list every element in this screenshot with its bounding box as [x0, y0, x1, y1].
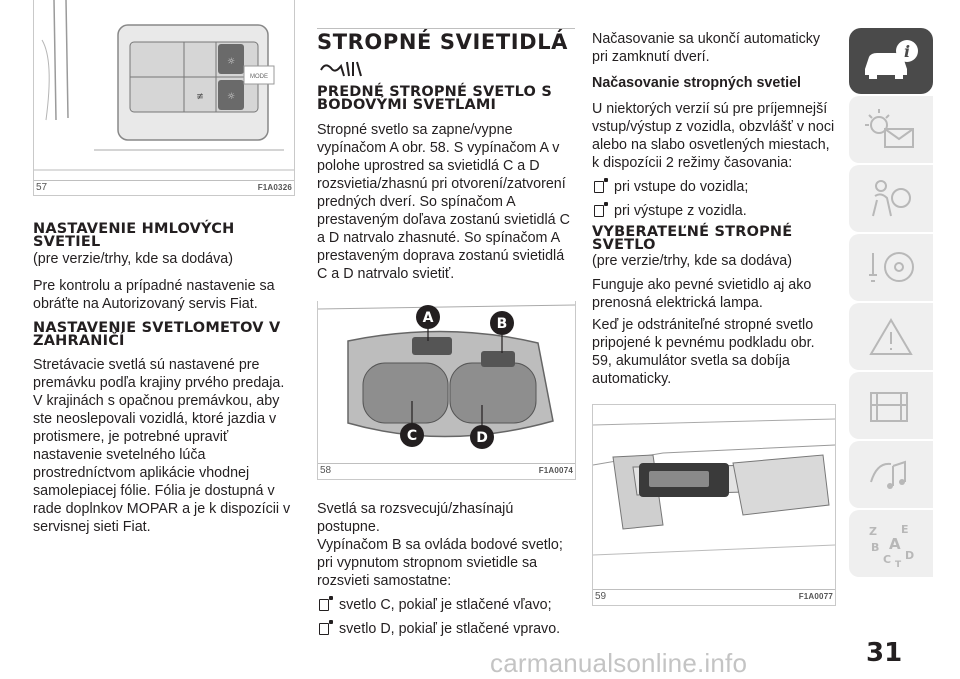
- figure-number: 59: [595, 591, 607, 602]
- tab-alphabet-index[interactable]: [849, 510, 933, 577]
- ceiling-light-illustration: [318, 301, 575, 463]
- list-item: pri vstupe do vozidla;: [592, 178, 836, 196]
- section-body: Pre kontrolu a prípadné nastavenie sa obráťte na Autorizovaný servis Fiat.: [33, 278, 275, 312]
- paragraph: Vypínačom B sa ovláda bodové svetlo; pri vypnutom stropnom svietidle sa rozsvieti samostatne:: [317, 537, 563, 589]
- bullet-list: [317, 596, 575, 638]
- warning-triangle-icon: [861, 314, 921, 360]
- checkbox-bullet-icon: [319, 599, 329, 611]
- paragraph: Funguje ako pevné svietidlo aj ako prenosná elektrická lampa.: [592, 277, 812, 311]
- svg-text:☼: ☼: [226, 92, 236, 102]
- svg-text:A: A: [422, 310, 434, 326]
- mode-label: MODE: [250, 74, 268, 80]
- svg-text:C: C: [883, 552, 892, 566]
- alphabet-index-icon: [861, 519, 921, 569]
- svg-text:i: i: [903, 42, 911, 61]
- ceiling-light-icon: [317, 58, 575, 80]
- figure-caption: [318, 463, 575, 479]
- figure-caption: [34, 180, 294, 196]
- section-body: Stretávacie svetlá sú nastavené pre premávku podľa krajiny prvého predaja. V krajinách s opačnou premávkou, aby ste neoslepovali vozidlá, ktoré jazdia v protismere, je potrebné upraviť nastavenie svetelného lúča prostredníctvom aplikácie vhodnej samolepiacej fólie. Fólia je dostupná v rade doplnkov MOPAR a je k dispozícii v servisnej sieti Fiat.: [33, 357, 291, 535]
- paragraph: Načasovanie sa ukončí automaticky pri zamknutí dverí.: [592, 31, 821, 65]
- checkbox-bullet-icon: [594, 205, 604, 217]
- column-right: [592, 0, 836, 606]
- svg-text:A: A: [889, 534, 901, 553]
- section-front-ceiling-light: [317, 86, 575, 283]
- page-number: 31: [866, 638, 903, 668]
- maintenance-icon: [861, 383, 921, 429]
- chapter-title: STROPNÉ SVIETIDLÁ: [317, 30, 569, 54]
- paragraph: U niektorých verzií sú pre príjemnejší vstup/výstup z vozidla, obzvlášť v noci alebo na slabo osvetlených miestach, k dispozícii 2 režimy časovania:: [592, 101, 835, 171]
- list-item: pri výstupe z vozidla.: [592, 202, 836, 220]
- list-item: svetlo C, pokiaľ je stlačené vľavo;: [317, 596, 575, 614]
- car-info-icon: [861, 39, 921, 83]
- section-title: NASTAVENIE HMLOVÝCH SVETIEL: [33, 221, 235, 250]
- svg-text:☼: ☼: [226, 57, 236, 67]
- tab-warning-lights[interactable]: [849, 96, 933, 163]
- section-headlights-abroad: [33, 322, 295, 536]
- figure-59: [592, 404, 836, 606]
- figure-code: F1A0077: [798, 592, 833, 601]
- svg-text:B: B: [871, 540, 880, 554]
- checkbox-bullet-icon: [319, 623, 329, 635]
- svg-text:Z: Z: [869, 524, 877, 538]
- svg-text:B: B: [496, 316, 508, 332]
- tab-media[interactable]: [849, 441, 933, 508]
- svg-text:D: D: [905, 548, 915, 562]
- figure-58: [317, 301, 576, 480]
- column-left: [33, 0, 295, 536]
- subsection-title: Načasovanie stropných svetiel: [592, 75, 801, 91]
- figure-code: F1A0326: [257, 183, 292, 192]
- column-middle: [317, 0, 575, 644]
- fog-light-switch-illustration: [34, 0, 294, 180]
- bullet-list: [592, 178, 836, 220]
- key-steering-icon: [861, 245, 921, 291]
- figure-57: [33, 0, 295, 196]
- section-title: NASTAVENIE SVETLOMETOV V ZAHRANIČÍ: [33, 320, 281, 349]
- tab-airbag-safety[interactable]: [849, 165, 933, 232]
- warning-lights-icon: [861, 107, 921, 153]
- tab-warning-triangle[interactable]: [849, 303, 933, 370]
- section-light-behavior: [317, 500, 575, 638]
- airbag-safety-icon: [861, 176, 921, 222]
- paragraph: Keď je odstrániteľné stropné svetlo pripojené k pevnému podkladu obr. 59, akumulátor svetla sa dobíja automaticky.: [592, 317, 815, 387]
- figure-number: 58: [320, 465, 332, 476]
- svg-text:E: E: [901, 522, 909, 536]
- section-title: VYBERATEĽNÉ STROPNÉ SVETLO: [592, 224, 793, 253]
- svg-text:D: D: [476, 430, 488, 446]
- paragraph: Svetlá sa rozsvecujú/zhasínajú postupne.: [317, 501, 514, 535]
- removable-light-illustration: [593, 405, 835, 589]
- figure-code: F1A0074: [538, 466, 573, 475]
- checkbox-bullet-icon: [594, 181, 604, 193]
- section-body: Stropné svetlo sa zapne/vypne vypínačom A obr. 58. S vypínačom A v polohe uprostred sa svietidlá C a D rozsvietia/zhasnú pri otvorení/zatvorení predných dverí. So spínačom A prestaveným doľava zostanú svietidlá C a D natrvalo zhasnuté. So spínačom A prestaveným doprava zostanú svietidlá C a D natrvalo svietiť.: [317, 122, 570, 282]
- tab-key-steering[interactable]: [849, 234, 933, 301]
- watermark: carmanualsonline.info: [490, 648, 748, 678]
- svg-text:C: C: [406, 428, 418, 444]
- svg-text:≢: ≢: [196, 92, 204, 102]
- tab-maintenance[interactable]: [849, 372, 933, 439]
- svg-text:T: T: [895, 559, 902, 569]
- media-icon: [861, 452, 921, 498]
- tab-car-info[interactable]: [849, 28, 933, 94]
- list-item: svetlo D, pokiaľ je stlačené vpravo.: [317, 620, 575, 638]
- section-fog-lights: [33, 223, 295, 313]
- section-removable-light: [592, 226, 836, 388]
- figure-caption: [593, 589, 835, 605]
- chapter-sidebar: [849, 28, 933, 579]
- section-title: PREDNÉ STROPNÉ SVETLO S BODOVÝMI SVETLAMI: [317, 84, 552, 113]
- availability-note: (pre verzie/trhy, kde sa dodáva): [33, 251, 233, 267]
- availability-note: (pre verzie/trhy, kde sa dodáva): [592, 253, 792, 269]
- figure-number: 57: [36, 182, 48, 193]
